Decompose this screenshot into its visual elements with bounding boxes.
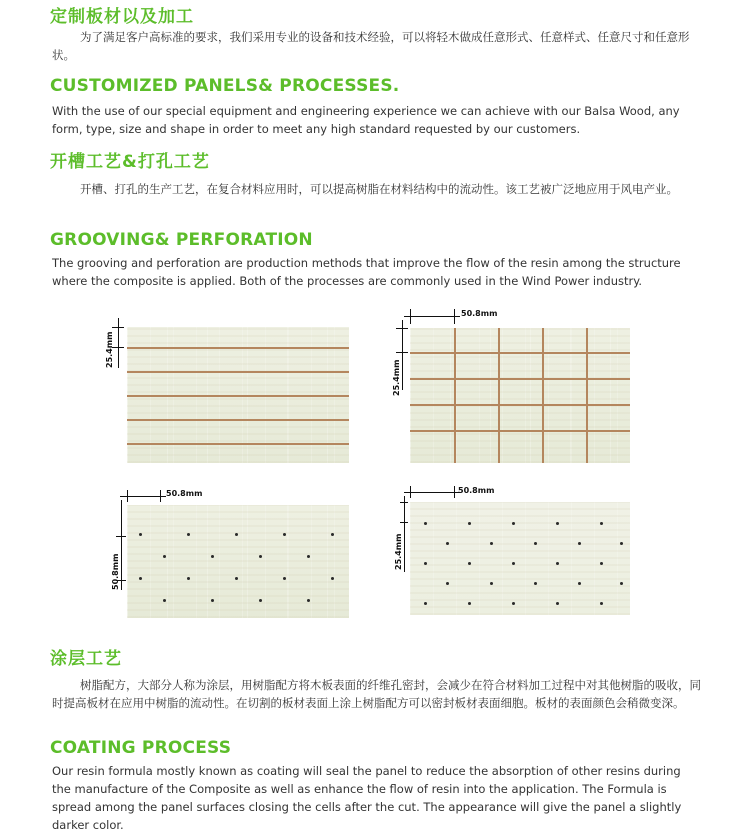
grid-grooved-dim-horizontal: 50.8mm <box>461 309 498 318</box>
grid-grooved-panel-image <box>410 328 630 463</box>
customized-en-body: With the use of our special equipment and engineering experience we can achieve with our Balsa Wood, any form, type, size and shape in order to meet any high standard requested by our customers. <box>52 104 680 136</box>
coating-cn-title: 涂层工艺 <box>50 649 122 669</box>
grooving-cn-body: 开槽、打孔的生产工艺，在复合材料应用时，可以提高树脂在材料结构中的流动性。该工艺被广泛地应用于风电产业。 <box>80 182 678 196</box>
perforated-b-dim-vertical: 25.4mm <box>394 533 403 570</box>
perforated-a-dim-vertical: 50.8mm <box>111 553 120 590</box>
grooving-en-title: GROOVING& PERFORATION <box>50 230 313 250</box>
customized-cn-title: 定制板材以及加工 <box>50 7 194 27</box>
perforated-panel-a-image <box>127 505 349 618</box>
grid-grooved-dim-vertical: 25.4mm <box>392 359 401 396</box>
customized-cn-body: 为了满足客户高标准的要求，我们采用专业的设备和技术经验，可以将轻木做成任意形式、任意样式、任意尺寸和任意形状。 <box>52 30 690 62</box>
grooving-cn-title: 开槽工艺&打孔工艺 <box>50 152 210 172</box>
perforated-b-dim-horizontal: 50.8mm <box>458 486 495 495</box>
perforated-a-dim-horizontal: 50.8mm <box>166 489 203 498</box>
grooved-dim-vertical: 25.4mm <box>105 331 114 368</box>
customized-en-title: CUSTOMIZED PANELS& PROCESSES. <box>50 76 400 96</box>
grooved-panel-image <box>127 327 349 463</box>
coating-en-title: COATING PROCESS <box>50 738 232 758</box>
grooving-en-body: The grooving and perforation are production methods that improve the flow of the resin among the structure where the composite is applied. Both of the processes are commonly used in the Wind Power industry. <box>52 256 681 288</box>
coating-en-body: Our resin formula mostly known as coating will seal the panel to reduce the absorption of other resins during the manufacture of the Composite as well as enhance the flow of resin into the application. The Formula is spread among the panel surfaces closing the cells after the cut. The appearance will give the panel a slightly darker color. <box>52 764 682 832</box>
coating-cn-body: 树脂配方，大部分人称为涂层，用树脂配方将木板表面的纤维孔密封，会减少在符合材料加工过程中对其他树脂的吸收，同时提高板材在应用中树脂的流动性。在切割的板材表面上涂上树脂配方可以密封板材表面细胞。板材的表面颜色会稍微变深。 <box>52 678 701 710</box>
perforated-panel-b-image <box>410 502 630 615</box>
